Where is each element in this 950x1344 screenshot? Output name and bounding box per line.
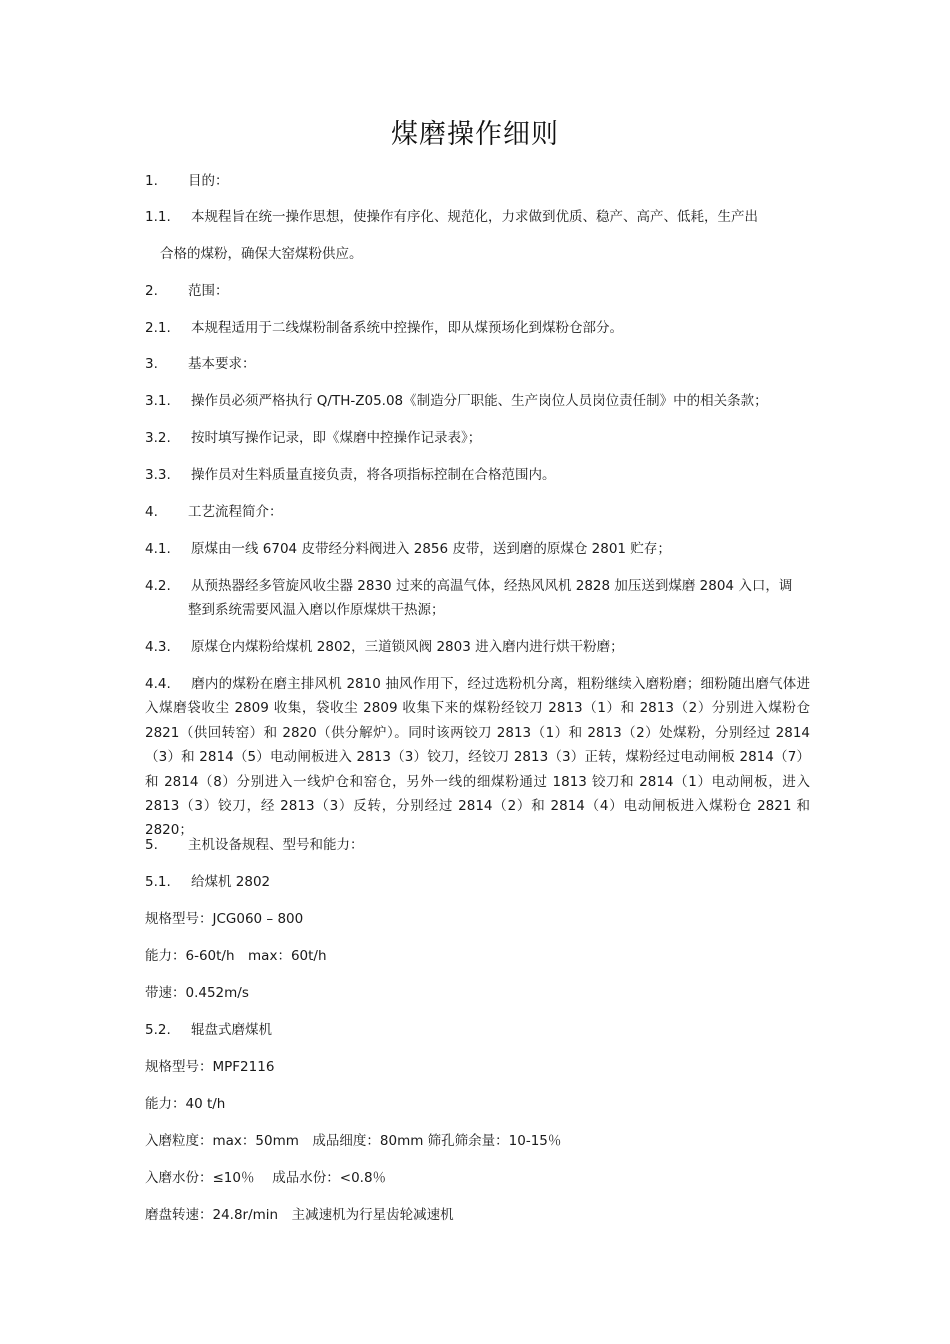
section-number: 5. [145, 837, 158, 853]
section-number: 2. [145, 283, 158, 299]
spec-moisture: 入磨水份：≤10％ 成品水份：<0.8％ [145, 1170, 387, 1186]
section-number: 1.1. [145, 209, 171, 225]
paragraph-text: 磨内的煤粉在磨主排风机 2810 抽风作用下，经过选粉机分离，粗粉继续入磨粉磨；细粉随出磨气体进入煤磨袋收尘 2809 收集，袋收尘 2809 收集下来的煤粉经铰刀 2813（1）和 2813（2）分别进入煤粉仓 2821（供回转窑）和 2820（供分解炉）。同时该两铰刀 2813（1）和 2813（2）处煤粉，分别经过 2814（3）和 2814（5）电动闸板进入 2813（3）铰刀，经铰刀 2813（3）正转，煤粉经过电动闸板 2814（7）和 2814（8）分别进入一线炉仓和窑仓，另外一线的细煤粉通过 1813 铰刀和 2814（1）电动闸板，进入 2813（3）铰刀，经 2813（3）反转，分别经过 2814（2）和 2814（4）电动闸板进入煤粉仓 2821 和 2820； [145, 676, 810, 839]
page-title: 煤磨操作细则 [391, 119, 559, 150]
section-1-1 [145, 205, 810, 229]
section-heading: 基本要求： [188, 356, 256, 372]
subsection-title: 辊盘式磨煤机 [191, 1022, 272, 1038]
section-number: 3.3. [145, 467, 171, 483]
paragraph-text: 原煤由一线 6704 皮带经分料阀进入 2856 皮带，送到磨的原煤仓 2801 贮存； [191, 541, 671, 557]
section-number: 1. [145, 173, 158, 189]
section-1-1-continuation: 合格的煤粉，确保大窑煤粉供应。 [160, 246, 363, 262]
section-number: 2.1. [145, 320, 171, 336]
section-number: 4.3. [145, 639, 171, 655]
section-number: 3.1. [145, 393, 171, 409]
section-heading: 工艺流程简介： [188, 504, 283, 520]
section-number: 3. [145, 356, 158, 372]
section-5 [145, 833, 810, 857]
section-number: 4. [145, 504, 158, 520]
spec-capacity: 能力：6-60t/h max：60t/h [145, 948, 327, 964]
section-heading: 目的： [188, 173, 229, 189]
paragraph-text: 本规程旨在统一操作思想，使操作有序化、规范化，力求做到优质、稳产、高产、低耗，生产出 [191, 209, 758, 225]
section-2-1 [145, 316, 810, 340]
spec-rotation-speed: 磨盘转速：24.8r/min 主减速机为行星齿轮减速机 [145, 1207, 454, 1223]
section-5-2 [145, 1018, 810, 1042]
spec-model: 规格型号：JCG060 – 800 [145, 911, 304, 927]
section-1 [145, 169, 810, 193]
section-number: 4.2. [145, 578, 171, 594]
spec-capacity: 能力：40 t/h [145, 1096, 226, 1112]
section-4-4 [145, 672, 810, 843]
spec-belt-speed: 带速：0.452m/s [145, 985, 249, 1001]
paragraph-text: 本规程适用于二线煤粉制备系统中控操作，即从煤预场化到煤粉仓部分。 [191, 320, 623, 336]
subsection-title: 给煤机 2802 [191, 874, 271, 890]
section-heading: 主机设备规程、型号和能力： [188, 837, 364, 853]
paragraph-text: 原煤仓内煤粉给煤机 2802，三道锁风阀 2803 进入磨内进行烘干粉磨； [191, 639, 624, 655]
section-number: 4.1. [145, 541, 171, 557]
section-3-1 [145, 389, 810, 413]
paragraph-text: 操作员必须严格执行 Q/TH-Z05.08《制造分厂职能、生产岗位人员岗位责任制》中的相关条款； [191, 393, 768, 409]
section-number: 3.2. [145, 430, 171, 446]
paragraph-text: 操作员对生料质量直接负责，将各项指标控制在合格范围内。 [191, 467, 556, 483]
section-3-2 [145, 426, 810, 450]
section-number: 5.1. [145, 874, 171, 890]
section-4-2-continuation: 整到系统需要风温入磨以作原煤烘干热源； [188, 602, 445, 618]
section-heading: 范围： [188, 283, 229, 299]
section-4-3 [145, 635, 810, 659]
section-4 [145, 500, 810, 524]
section-2 [145, 279, 810, 303]
section-number: 4.4. [145, 676, 171, 692]
section-3 [145, 352, 810, 376]
section-5-1 [145, 870, 810, 894]
section-3-3 [145, 463, 810, 487]
section-4-1 [145, 537, 810, 561]
spec-particle-size: 入磨粒度：max：50mm 成品细度：80mm 筛孔筛余量：10-15％ [145, 1133, 562, 1149]
spec-model: 规格型号：MPF2116 [145, 1059, 275, 1075]
section-4-2 [145, 574, 810, 598]
paragraph-text: 按时填写操作记录，即《煤磨中控操作记录表》； [191, 430, 482, 446]
section-number: 5.2. [145, 1022, 171, 1038]
paragraph-text: 从预热器经多管旋风收尘器 2830 过来的高温气体，经热风风机 2828 加压送到煤磨 2804 入口，调 [191, 578, 793, 594]
